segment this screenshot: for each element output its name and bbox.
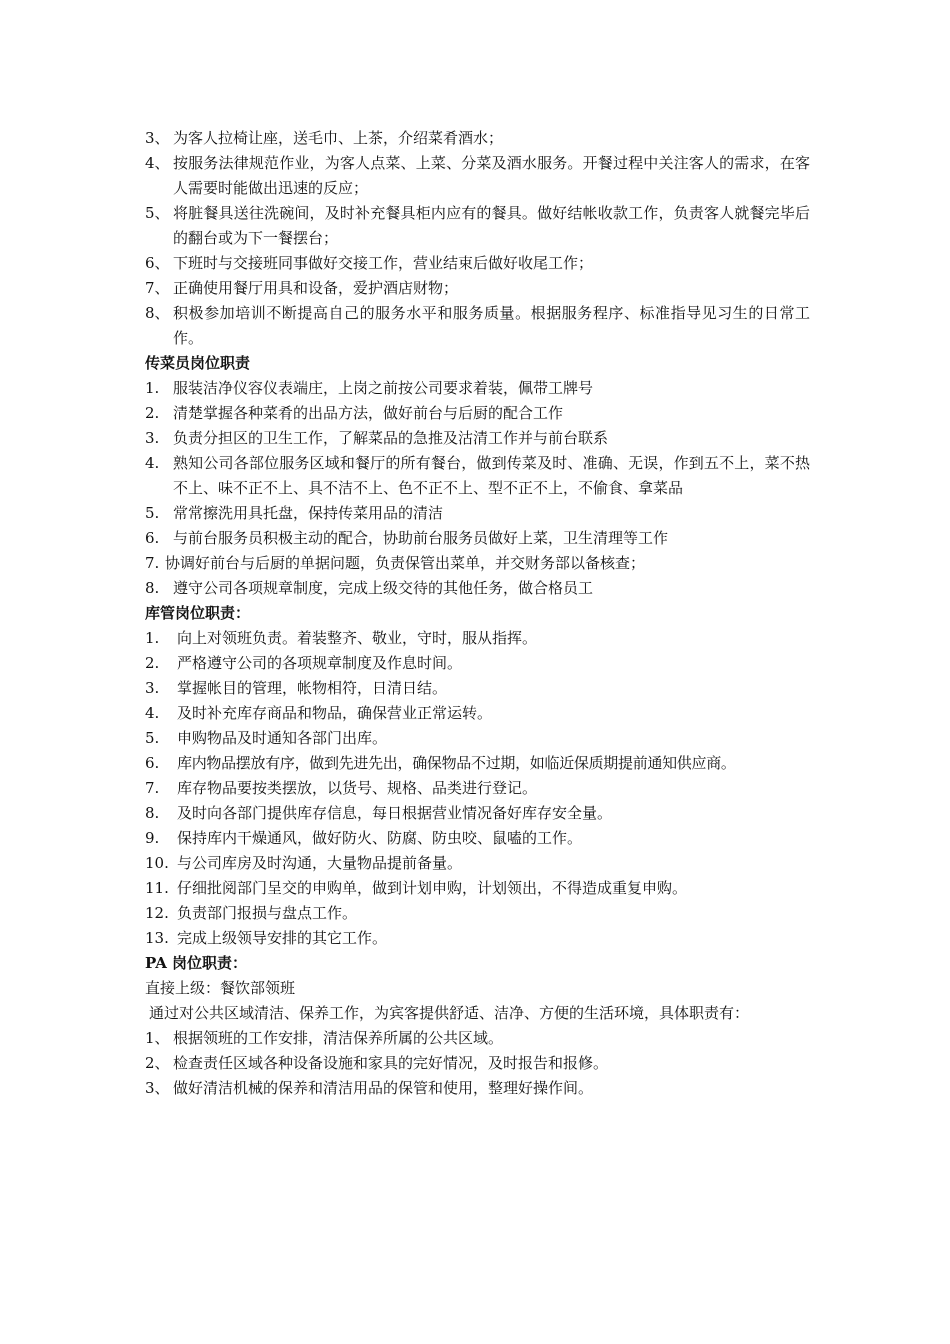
item-number: 11. xyxy=(145,879,169,897)
item-text: 做好清洁机械的保养和清洁用品的保管和使用，整理好操作间。 xyxy=(173,1079,594,1097)
list-item xyxy=(145,401,810,426)
item-text: 检查责任区域各种设备设施和家具的完好情况，及时报告和报修。 xyxy=(173,1054,609,1072)
list-item xyxy=(145,651,810,676)
item-number: 6. xyxy=(145,529,160,547)
storage-duties-list xyxy=(145,626,810,951)
item-number: 13. xyxy=(145,929,169,947)
list-item xyxy=(145,551,810,576)
waiter-duties-list xyxy=(145,126,810,351)
list-item xyxy=(145,576,810,601)
item-number: 8. xyxy=(145,804,160,822)
item-text: 库存物品要按类摆放，以货号、规格、品类进行登记。 xyxy=(177,779,538,797)
item-text: 遵守公司各项规章制度，完成上级交待的其他任务，做合格员工 xyxy=(173,579,594,597)
item-number: 4. xyxy=(145,454,160,472)
item-text: 将脏餐具送往洗碗间，及时补充餐具柜内应有的餐具。做好结帐收款工作，负责客人就餐完毕后的翻台或为下一餐摆台； xyxy=(173,204,810,247)
list-item xyxy=(145,251,810,276)
item-number: 5. xyxy=(145,504,160,522)
item-text: 按服务法律规范作业，为客人点菜、上菜、分菜及酒水服务。开餐过程中关注客人的需求，在客人需要时能做出迅速的反应； xyxy=(173,154,810,197)
item-number: 6. xyxy=(145,754,160,772)
list-item xyxy=(145,626,810,651)
list-item xyxy=(145,301,810,351)
item-number: 3、 xyxy=(145,129,170,147)
item-number: 2、 xyxy=(145,1054,170,1072)
item-text: 向上对领班负责。着装整齐、敬业，守时，服从指挥。 xyxy=(177,629,538,647)
list-item xyxy=(145,701,810,726)
section-heading-pa: PA 岗位职责： xyxy=(145,954,248,972)
list-item xyxy=(145,376,810,401)
item-text: 积极参加培训不断提高自己的服务水平和服务质量。根据服务程序、标准指导见习生的日常工作。 xyxy=(173,304,810,347)
list-item xyxy=(145,1026,810,1051)
item-text: 熟知公司各部位服务区域和餐厅的所有餐台，做到传菜及时、准确、无误，作到五不上，菜不热不上、味不正不上、具不洁不上、色不正不上、型不正不上，不偷食、拿菜品 xyxy=(173,454,810,497)
item-text: 及时向各部门提供库存信息，每日根据营业情况备好库存安全量。 xyxy=(177,804,613,822)
item-number: 3. xyxy=(145,679,160,697)
list-item xyxy=(145,1051,810,1076)
item-text: 库内物品摆放有序，做到先进先出，确保物品不过期，如临近保质期提前通知供应商。 xyxy=(177,754,736,772)
list-item xyxy=(145,126,810,151)
list-item xyxy=(145,726,810,751)
list-item xyxy=(145,751,810,776)
list-item xyxy=(145,451,810,501)
list-item xyxy=(145,901,810,926)
item-text: 服装洁净仪容仪表端庄，上岗之前按公司要求着装，佩带工牌号 xyxy=(173,379,594,397)
list-item xyxy=(145,426,810,451)
item-number: 7、 xyxy=(145,279,170,297)
item-number: 12. xyxy=(145,904,169,922)
list-item xyxy=(145,801,810,826)
pa-supervisor: 直接上级：餐饮部领班 xyxy=(145,979,296,997)
item-number: 2. xyxy=(145,404,160,422)
item-number: 7. xyxy=(145,554,160,572)
item-number: 4、 xyxy=(145,154,170,172)
list-item xyxy=(145,926,810,951)
item-text: 根据领班的工作安排，清洁保养所属的公共区域。 xyxy=(173,1029,504,1047)
item-number: 1. xyxy=(145,629,160,647)
item-text: 及时补充库存商品和物品，确保营业正常运转。 xyxy=(177,704,493,722)
item-text: 协调好前台与后厨的单据问题，负责保管出菜单，并交财务部以备核查； xyxy=(165,554,646,572)
item-text: 与前台服务员积极主动的配合，协助前台服务员做好上菜，卫生清理等工作 xyxy=(173,529,669,547)
item-number: 3、 xyxy=(145,1079,170,1097)
item-text: 保持库内干燥通风，做好防火、防腐、防虫咬、鼠嗑的工作。 xyxy=(177,829,583,847)
section-heading-runner: 传菜员岗位职责 xyxy=(145,354,251,372)
list-item xyxy=(145,151,810,201)
item-number: 1. xyxy=(145,379,160,397)
item-text: 申购物品及时通知各部门出库。 xyxy=(177,729,388,747)
item-number: 2. xyxy=(145,654,160,672)
item-number: 4. xyxy=(145,704,160,722)
item-number: 9. xyxy=(145,829,160,847)
list-item xyxy=(145,526,810,551)
list-item xyxy=(145,876,810,901)
item-number: 1、 xyxy=(145,1029,170,1047)
item-number: 10. xyxy=(145,854,169,872)
item-number: 8. xyxy=(145,579,160,597)
item-text: 完成上级领导安排的其它工作。 xyxy=(177,929,388,947)
list-item xyxy=(145,826,810,851)
item-text: 常常擦洗用具托盘，保持传菜用品的清洁 xyxy=(173,504,444,522)
pa-duties-list xyxy=(145,1026,810,1101)
document-body xyxy=(145,126,810,1101)
item-number: 5. xyxy=(145,729,160,747)
pa-intro: 通过对公共区域清洁、保养工作，为宾客提供舒适、洁净、方便的生活环境，具体职责有： xyxy=(149,1004,750,1022)
item-text: 严格遵守公司的各项规章制度及作息时间。 xyxy=(177,654,463,672)
item-number: 3. xyxy=(145,429,160,447)
item-text: 负责部门报损与盘点工作。 xyxy=(177,904,358,922)
item-text: 清楚掌握各种菜肴的出品方法，做好前台与后厨的配合工作 xyxy=(173,404,564,422)
item-text: 与公司库房及时沟通，大量物品提前备量。 xyxy=(177,854,463,872)
item-text: 仔细批阅部门呈交的申购单，做到计划申购，计划领出，不得造成重复申购。 xyxy=(177,879,688,897)
section-heading-storage: 库管岗位职责： xyxy=(145,604,251,622)
list-item xyxy=(145,851,810,876)
item-number: 6、 xyxy=(145,254,170,272)
item-text: 负责分担区的卫生工作，了解菜品的急推及沽清工作并与前台联系 xyxy=(173,429,609,447)
item-text: 正确使用餐厅用具和设备，爱护酒店财物； xyxy=(173,279,459,297)
item-number: 7. xyxy=(145,779,160,797)
item-number: 5、 xyxy=(145,204,170,222)
list-item xyxy=(145,201,810,251)
list-item xyxy=(145,776,810,801)
item-text: 为客人拉椅让座，送毛巾、上茶，介绍菜肴酒水； xyxy=(173,129,504,147)
list-item xyxy=(145,276,810,301)
list-item xyxy=(145,1076,810,1101)
item-number: 8、 xyxy=(145,304,170,322)
runner-duties-list xyxy=(145,376,810,601)
list-item xyxy=(145,501,810,526)
item-text: 下班时与交接班同事做好交接工作，营业结束后做好收尾工作； xyxy=(173,254,594,272)
item-text: 掌握帐目的管理，帐物相符，日清日结。 xyxy=(177,679,448,697)
list-item xyxy=(145,676,810,701)
